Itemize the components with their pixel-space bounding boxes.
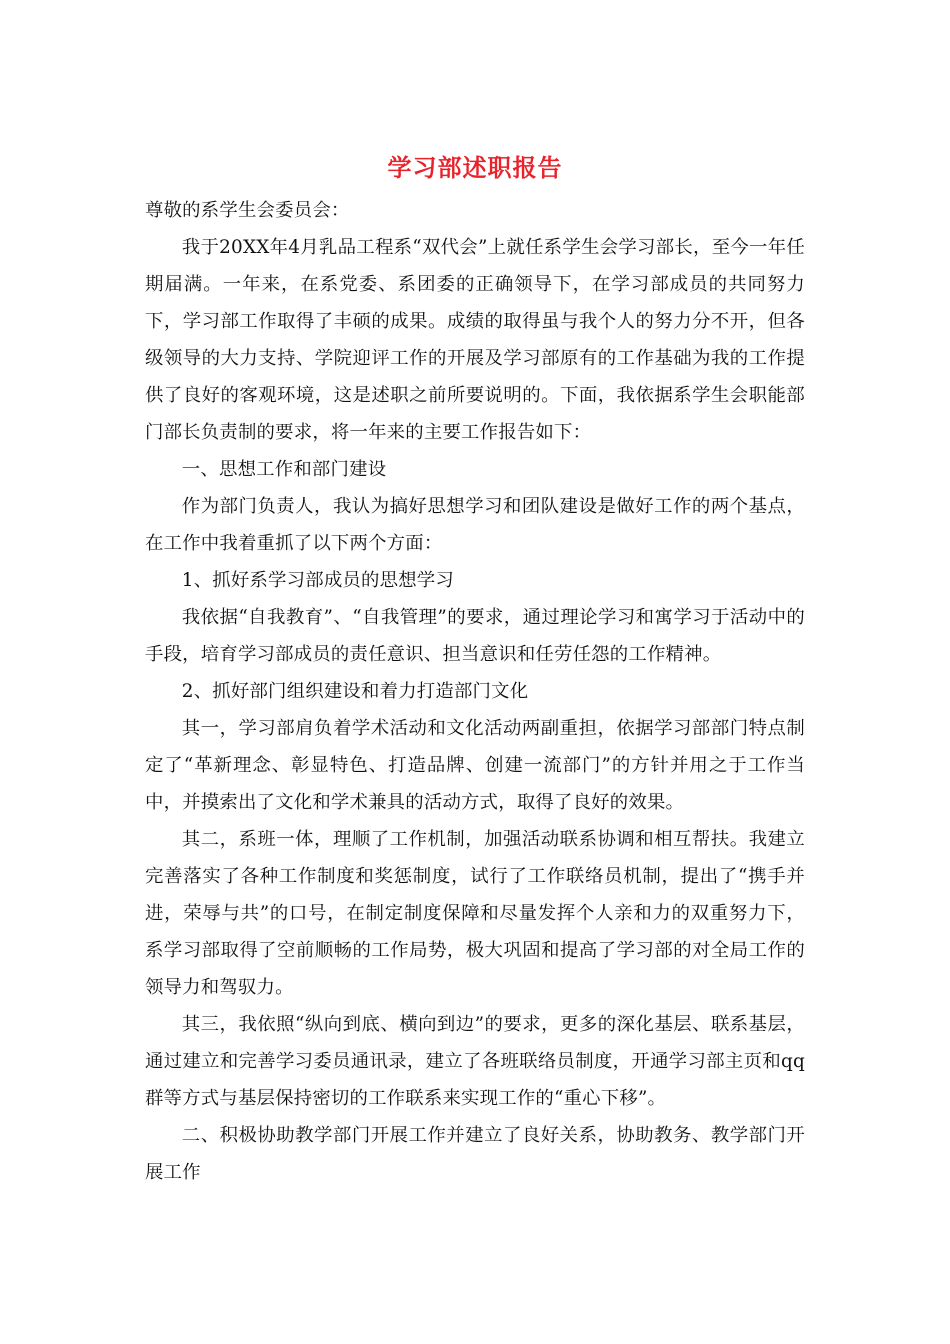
paragraph-intro: 我于20XX年4月乳品工程系“双代会”上就任系学生会学习部长，至今一年任期届满。一年来，在系党委、系团委的正确领导下，在学习部成员的共同努力下，学习部工作取得了丰硕的成果。成绩的取得虽与我个人的努力分不开，但各级领导的大力支持、学院迎评工作的开展及学习部原有的工作基础为我的工作提供了良好的客观环境，这是述职之前所要说明的。下面，我依据系学生会职能部门部长负责制的要求，将一年来的主要工作报告如下：: [145, 237, 805, 443]
salutation: 尊敬的系学生会委员会：: [145, 200, 350, 221]
section-heading-2: 二、积极协助教学部门开展工作并建立了良好关系，协助教务、教学部门开展工作: [145, 1125, 805, 1183]
subheading-1: 1、抓好系学习部成员的思想学习: [181, 570, 454, 591]
document-title: 学习部述职报告: [387, 153, 563, 182]
paragraph-subsection-1: 我依据“自我教育”、“自我管理”的要求，通过理论学习和寓学习于活动中的手段，培育学习部成员的责任意识、担当意识和任劳任怨的工作精神。: [145, 607, 805, 665]
document-body: [145, 192, 805, 1191]
paragraph-first-point: 其一，学习部肩负着学术活动和文化活动两副重担，依据学习部部门特点制定了“革新理念、彰显特色、打造品牌、创建一流部门”的方针并用之于工作当中，并摸索出了文化和学术兼具的活动方式，取得了良好的效果。: [145, 718, 805, 813]
section-heading-1: 一、思想工作和部门建设: [181, 459, 387, 480]
paragraph-third-point: 其三，我依照“纵向到底、横向到边”的要求，更多的深化基层、联系基层，通过建立和完善学习委员通讯录，建立了各班联络员制度，开通学习部主页和qq群等方式与基层保持密切的工作联系来实现工作的“重心下移”。: [145, 1014, 805, 1109]
paragraph-second-point: 其二，系班一体，理顺了工作机制，加强活动联系协调和相互帮扶。我建立完善落实了各种工作制度和奖惩制度，试行了工作联络员机制，提出了“携手并进，荣辱与共”的口号，在制定制度保障和尽量发挥个人亲和力的双重努力下，系学习部取得了空前顺畅的工作局势，极大巩固和提高了学习部的对全局工作的领导力和驾驭力。: [145, 829, 805, 998]
subheading-2: 2、抓好部门组织建设和着力打造部门文化: [181, 681, 529, 702]
paragraph-section-1-intro: 作为部门负责人，我认为搞好思想学习和团队建设是做好工作的两个基点，在工作中我着重抓了以下两个方面：: [145, 496, 805, 554]
